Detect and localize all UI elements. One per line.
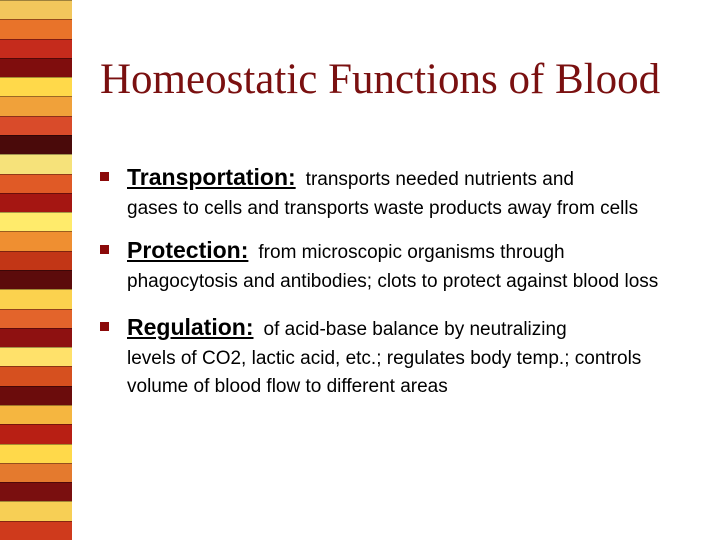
strip-block <box>0 174 72 194</box>
strip-block <box>0 212 72 232</box>
strip-block <box>0 58 72 78</box>
bullet-item-regulation <box>100 310 700 401</box>
bullet-list <box>100 160 700 401</box>
strip-separator <box>0 328 72 329</box>
strip-block <box>0 135 72 155</box>
strip-block <box>0 96 72 116</box>
bullet-heading: Regulation: <box>127 314 254 340</box>
bullet-lead-text: from microscopic organisms through <box>258 242 565 263</box>
strip-block <box>0 328 72 348</box>
strip-block <box>0 19 72 39</box>
strip-block <box>0 521 72 540</box>
square-bullet-icon <box>100 245 109 254</box>
strip-separator <box>0 193 72 194</box>
strip-block <box>0 501 72 521</box>
strip-separator <box>0 405 72 406</box>
strip-separator <box>0 444 72 445</box>
bullet-body-text: gases to cells and transports waste products away from cells <box>127 198 639 219</box>
decorative-color-strip <box>0 0 72 540</box>
bullet-body-text: levels of CO2, lactic acid, etc.; regulates body temp.; controls volume of blood flow to different areas <box>127 348 642 397</box>
strip-separator <box>0 386 72 387</box>
strip-separator <box>0 289 72 290</box>
strip-separator <box>0 174 72 175</box>
square-bullet-icon <box>100 172 109 181</box>
strip-separator <box>0 116 72 117</box>
bullet-body-text: phagocytosis and antibodies; clots to protect against blood loss <box>127 271 659 292</box>
strip-separator <box>0 19 72 20</box>
bullet-heading: Protection: <box>127 237 249 263</box>
strip-separator <box>0 482 72 483</box>
strip-block <box>0 386 72 406</box>
strip-separator <box>0 366 72 367</box>
strip-separator <box>0 58 72 59</box>
bullet-heading: Transportation: <box>127 164 296 190</box>
strip-block <box>0 116 72 136</box>
square-bullet-icon <box>100 322 109 331</box>
bullet-lead-text: of acid-base balance by neutralizing <box>263 319 567 340</box>
strip-block <box>0 347 72 367</box>
strip-separator <box>0 501 72 502</box>
slide-title: Homeostatic Functions of Blood <box>100 56 661 103</box>
strip-separator <box>0 424 72 425</box>
strip-separator <box>0 0 72 1</box>
strip-separator <box>0 251 72 252</box>
strip-separator <box>0 231 72 232</box>
strip-block <box>0 309 72 329</box>
strip-separator <box>0 39 72 40</box>
strip-separator <box>0 521 72 522</box>
strip-block <box>0 270 72 290</box>
strip-block <box>0 289 72 309</box>
strip-block <box>0 231 72 251</box>
strip-separator <box>0 154 72 155</box>
strip-block <box>0 154 72 174</box>
strip-block <box>0 405 72 425</box>
strip-separator <box>0 212 72 213</box>
strip-separator <box>0 270 72 271</box>
strip-separator <box>0 347 72 348</box>
strip-separator <box>0 96 72 97</box>
strip-block <box>0 366 72 386</box>
strip-block <box>0 77 72 97</box>
strip-separator <box>0 309 72 310</box>
strip-block <box>0 463 72 483</box>
strip-separator <box>0 135 72 136</box>
bullet-item-transportation <box>100 160 700 223</box>
strip-block <box>0 251 72 271</box>
strip-block <box>0 193 72 213</box>
strip-block <box>0 482 72 502</box>
strip-separator <box>0 77 72 78</box>
bullet-lead-text: transports needed nutrients and <box>305 169 574 190</box>
strip-block <box>0 0 72 20</box>
strip-block <box>0 444 72 464</box>
bullet-item-protection <box>100 233 700 296</box>
strip-separator <box>0 463 72 464</box>
strip-block <box>0 424 72 444</box>
strip-block <box>0 39 72 59</box>
